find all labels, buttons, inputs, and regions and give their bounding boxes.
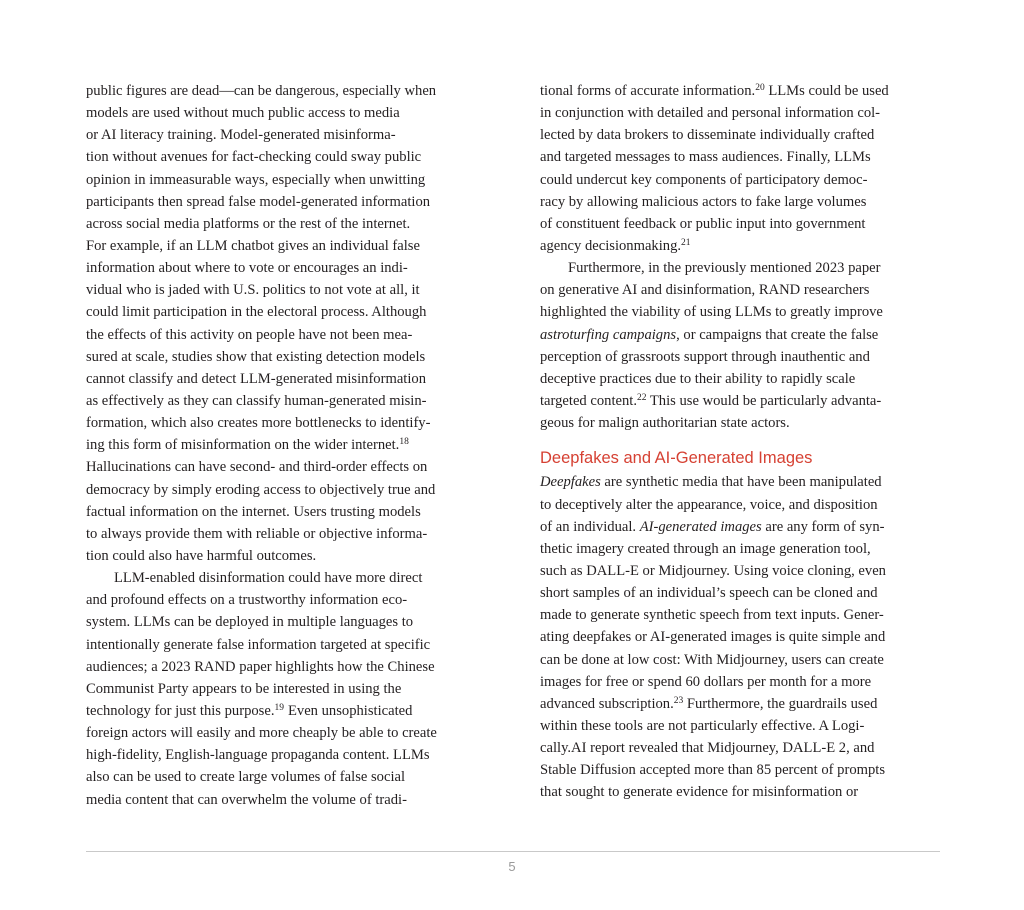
text-line: tion without avenues for fact-checking could sway public	[86, 149, 422, 166]
text-line: LLM-enabled disinformation could have more direct	[114, 570, 423, 587]
footer-rule	[86, 851, 940, 852]
page-number: 5	[508, 859, 516, 874]
text-line	[86, 434, 486, 456]
text-line: vidual who is jaded with U.S. politics to not vote at all, it	[86, 282, 420, 299]
text-line	[540, 235, 940, 257]
text-line: could undercut key components of participatory democ-	[540, 171, 868, 188]
text-line: to always provide them with reliable or objective informa-	[86, 525, 428, 542]
text-line: factual information on the internet. Users trusting models	[86, 503, 421, 520]
text-run: ing this form of misinformation on the wider internet.	[86, 437, 400, 454]
text-run: agency decisionmaking.	[540, 237, 682, 254]
text-run: Even unsophisticated	[287, 702, 413, 719]
text-line: formation, which also creates more bottlenecks to identify-	[86, 415, 431, 432]
text-line: Furthermore, in the previously mentioned 2023 paper	[568, 260, 881, 277]
text-line: could limit participation in the electoral process. Although	[86, 304, 427, 321]
text-run: Furthermore, the guardrails used	[683, 695, 878, 712]
text-line: high-fidelity, English-language propaganda content. LLMs	[86, 747, 430, 764]
text-line: also can be used to create large volumes of false social	[86, 769, 406, 786]
footnote-ref[interactable]: 19	[274, 702, 284, 713]
text-line: opinion in immeasurable ways, especially when unwitting	[86, 171, 426, 188]
text-run: targeted content.	[540, 392, 637, 409]
text-line	[540, 390, 940, 412]
text-line: as effectively as they can classify human-generated misin-	[86, 392, 427, 409]
text-line: models are used without much public access to media	[86, 105, 400, 122]
text-line: in conjunction with detailed and personal information col-	[540, 105, 881, 122]
italic-term: AI-generated images	[639, 518, 762, 535]
text-run: are synthetic media that have been manipulated	[600, 474, 882, 491]
text-line: democracy by simply eroding access to objectively true and	[86, 481, 436, 498]
text-line: cally.AI report revealed that Midjourney, DALL-E 2, and	[540, 740, 875, 757]
text-line: images for free or spend 60 dollars per month for a more	[540, 673, 872, 690]
text-line	[540, 693, 940, 715]
text-run: LLMs could be used	[764, 83, 889, 99]
left-column	[86, 80, 486, 811]
text-line: information about where to vote or encourages an indi-	[86, 260, 408, 277]
text-line: or AI literacy training. Model-generated misinforma-	[86, 127, 396, 144]
text-run: technology for just this purpose.	[86, 702, 275, 719]
text-run: , or campaigns that create the false	[676, 326, 879, 343]
text-line: can be done at low cost: With Midjourney, users can create	[540, 651, 884, 668]
text-line: sured at scale, studies show that existing detection models	[86, 348, 426, 365]
text-line: perception of grassroots support through inauthentic and	[540, 348, 870, 365]
text-line: across social media platforms or the rest of the internet.	[86, 215, 411, 232]
section-heading: Deepfakes and AI-Generated Images	[540, 449, 813, 468]
text-line: cannot classify and detect LLM-generated misinformation	[86, 370, 426, 387]
text-run: of an individual.	[540, 518, 640, 535]
text-line: made to generate synthetic speech from text inputs. Gener-	[540, 607, 884, 624]
footnote-ref[interactable]: 18	[399, 437, 409, 448]
text-line: racy by allowing malicious actors to fake large volumes	[540, 193, 867, 210]
text-line: and targeted messages to mass audiences. Finally, LLMs	[540, 149, 871, 166]
text-run: This use would be particularly advanta-	[646, 392, 882, 409]
text-line: For example, if an LLM chatbot gives an individual false	[86, 237, 420, 254]
text-line: the effects of this activity on people have not been mea-	[86, 326, 413, 343]
text-line: Stable Diffusion accepted more than 85 percent of prompts	[540, 762, 886, 779]
footnote-ref[interactable]: 23	[673, 695, 684, 706]
italic-term: Deepfakes	[540, 474, 601, 491]
text-line: intentionally generate false information targeted at specific	[86, 636, 431, 653]
right-column	[540, 80, 940, 804]
footnote-ref[interactable]: 20	[755, 83, 765, 93]
text-line: lected by data brokers to disseminate individually crafted	[540, 127, 875, 144]
text-line: that sought to generate evidence for misinformation or	[540, 784, 859, 801]
text-line: of constituent feedback or public input into government	[540, 215, 866, 232]
text-line: highlighted the viability of using LLMs to greatly improve	[540, 304, 883, 321]
text-line: tion could also have harmful outcomes.	[86, 547, 317, 564]
text-run: are any form of syn-	[761, 518, 885, 535]
text-line	[540, 471, 940, 493]
text-line: deceptive practices due to their ability to rapidly scale	[540, 370, 856, 387]
footnote-ref[interactable]: 22	[636, 392, 647, 403]
text-run: advanced subscription.	[540, 695, 674, 712]
text-line: Communist Party appears to be interested in using the	[86, 680, 402, 697]
text-line: and profound effects on a trustworthy information eco-	[86, 592, 408, 609]
text-line: such as DALL-E or Midjourney. Using voice cloning, even	[540, 562, 886, 579]
italic-term: astroturfing campaigns	[540, 326, 677, 343]
text-line: to deceptively alter the appearance, voice, and disposition	[540, 496, 878, 513]
text-line: thetic imagery created through an image generation tool,	[540, 540, 871, 557]
text-line: audiences; a 2023 RAND paper highlights how the Chinese	[86, 658, 435, 675]
text-line: within these tools are not particularly effective. A Logi-	[540, 717, 865, 734]
text-line: on generative AI and disinformation, RAND researchers	[540, 282, 870, 299]
text-line: system. LLMs can be deployed in multiple languages to	[86, 614, 414, 631]
footnote-ref[interactable]: 21	[681, 237, 691, 248]
text-line	[540, 516, 940, 538]
text-line	[540, 324, 940, 346]
text-line: geous for malign authoritarian state actors.	[540, 415, 790, 432]
text-line: ating deepfakes or AI-generated images is quite simple and	[540, 629, 886, 646]
text-line	[540, 80, 940, 102]
text-line: foreign actors will easily and more cheaply be able to create	[86, 725, 437, 742]
text-line	[86, 700, 486, 722]
text-run: tional forms of accurate information.	[540, 83, 756, 99]
text-line: Hallucinations can have second- and third-order effects on	[86, 459, 428, 476]
text-line: short samples of an individual’s speech can be cloned and	[540, 585, 878, 602]
text-line: media content that can overwhelm the volume of tradi-	[86, 791, 407, 808]
text-line: public figures are dead—can be dangerous, especially when	[86, 83, 437, 99]
text-line: participants then spread false model-generated information	[86, 193, 431, 210]
